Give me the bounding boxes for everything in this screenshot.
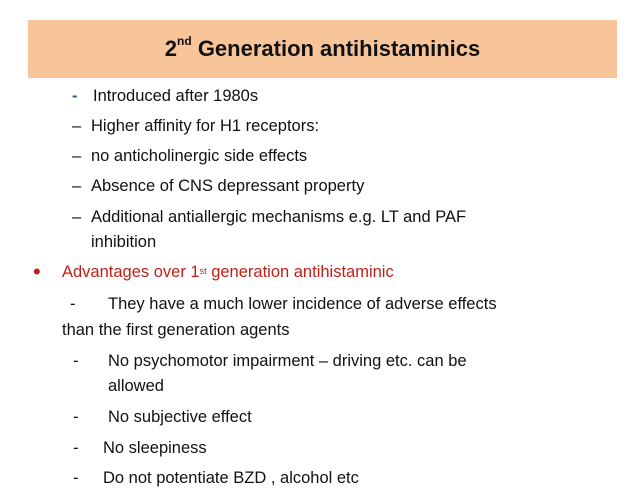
sub-item: No psychomotor impairment – driving etc. can be bbox=[108, 352, 467, 370]
dash-item: no anticholinergic side effects bbox=[91, 147, 308, 165]
sub-marker: - bbox=[73, 352, 79, 370]
title-bar bbox=[28, 20, 617, 78]
advantages-heading: Advantages over 1st generation antihistaminic bbox=[62, 263, 394, 281]
slide-title: 2nd Generation antihistaminics bbox=[164, 34, 481, 61]
bullet-icon: • bbox=[33, 259, 41, 284]
dash-marker: – bbox=[72, 208, 82, 226]
sub-marker: - bbox=[73, 439, 79, 457]
dash-marker: – bbox=[72, 177, 82, 195]
dash-marker: – bbox=[72, 147, 82, 165]
sub-item-continued: than the first generation agents bbox=[62, 321, 290, 339]
dash-item-continued: inhibition bbox=[91, 233, 157, 251]
sub-item-continued: allowed bbox=[108, 377, 164, 395]
sub-marker: - bbox=[70, 295, 76, 313]
sub-marker: - bbox=[73, 408, 79, 426]
dash-marker: – bbox=[72, 117, 82, 135]
sub-item: No subjective effect bbox=[108, 408, 252, 426]
intro-text: Introduced after 1980s bbox=[93, 87, 259, 105]
sub-item: No sleepiness bbox=[103, 439, 207, 457]
sub-item: They have a much lower incidence of adverse effects bbox=[108, 295, 497, 313]
sub-item: Do not potentiate BZD , alcohol etc bbox=[103, 469, 359, 487]
sub-marker: - bbox=[73, 469, 79, 487]
dash-item: Absence of CNS depressant property bbox=[91, 177, 365, 195]
intro-marker: - bbox=[72, 87, 78, 105]
dash-item: Additional antiallergic mechanisms e.g. LT and PAF bbox=[91, 208, 467, 226]
dash-item: Higher affinity for H1 receptors: bbox=[91, 117, 320, 135]
